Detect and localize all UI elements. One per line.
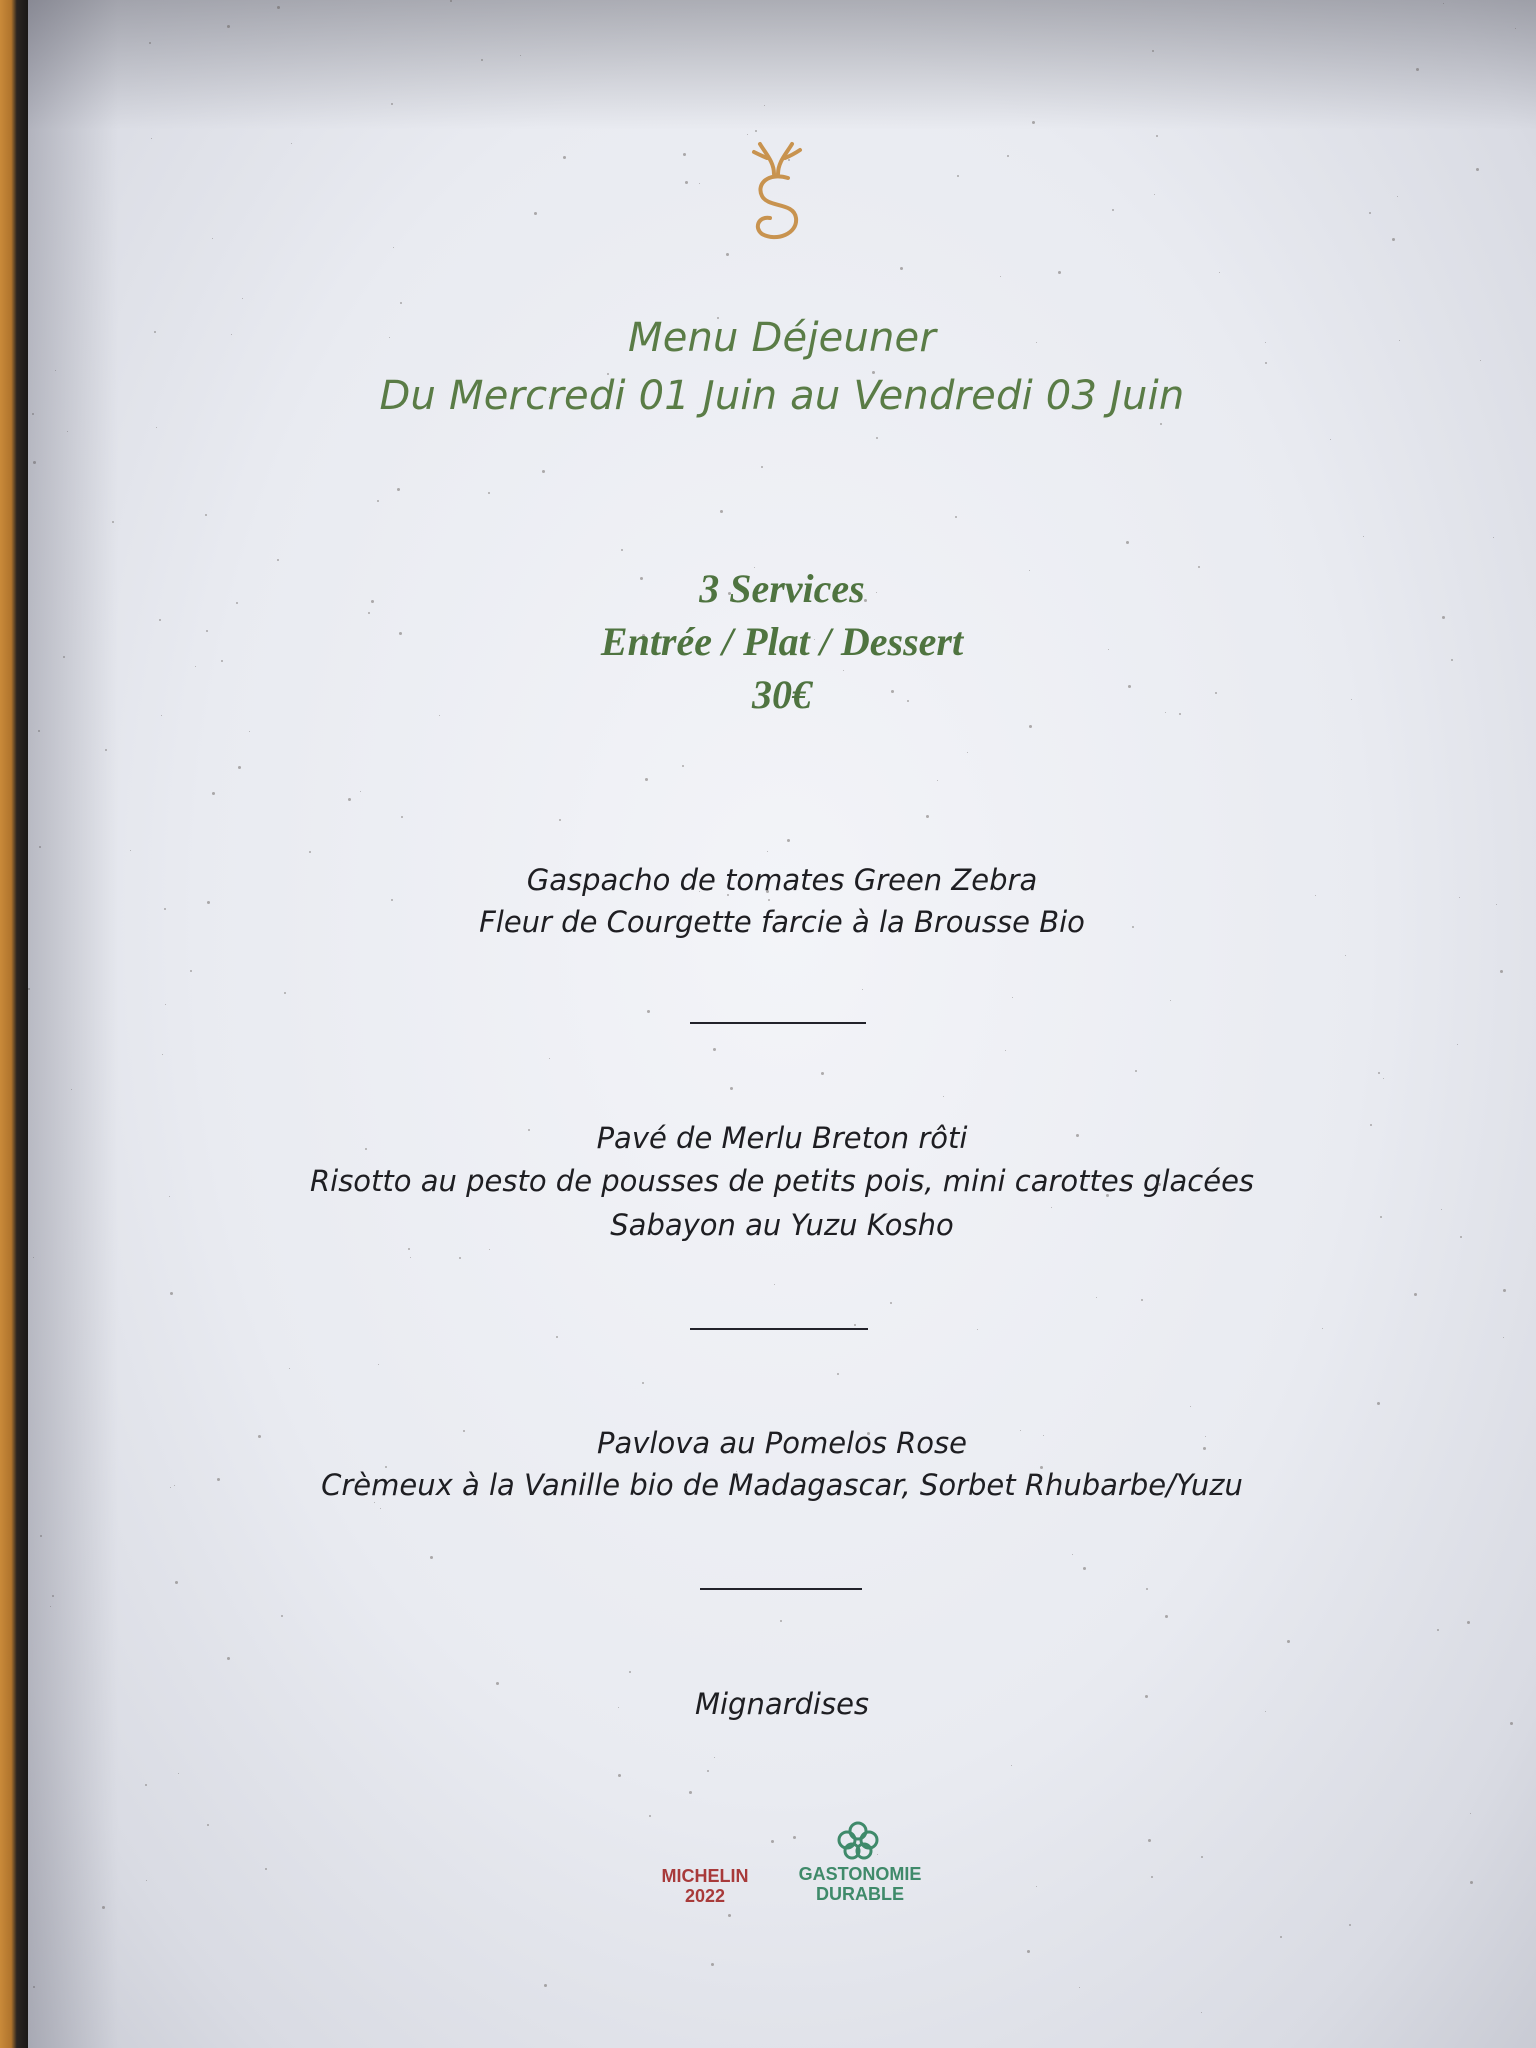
paper-speck [52,1595,54,1597]
paper-speck [227,1657,230,1660]
paper-speck [955,516,957,518]
paper-speck [281,1615,283,1617]
paper-speck [162,1054,163,1055]
entree-line-1: Gaspacho de tomates Green Zebra [526,863,1038,897]
paper-speck [1005,1050,1006,1051]
paper-speck [629,1671,631,1673]
paper-speck [309,851,311,853]
paper-speck [112,521,114,523]
paper-speck [682,765,684,767]
paper-speck [1072,1554,1073,1555]
paper-speck [862,989,863,990]
dessert-line-1: Pavlova au Pomelos Rose [596,1426,968,1460]
paper-speck [549,1058,550,1059]
paper-speck [711,1963,714,1966]
paper-speck [1154,194,1155,195]
paper-speck [1152,50,1154,52]
paper-speck [1467,1621,1470,1624]
paper-speck [764,105,765,106]
paper-speck [1397,196,1398,197]
paper-speck [1369,212,1371,214]
paper-speck [1280,1936,1282,1938]
paper-speck [378,1364,379,1365]
paper-speck [647,1010,650,1013]
paper-speck [33,1986,35,1988]
paper-speck [178,1773,179,1774]
paper-speck [408,1248,410,1250]
paper-speck [1011,1765,1012,1766]
paper-speck [890,1302,892,1304]
paper-speck [1219,272,1220,273]
paper-speck [1079,1987,1080,1988]
paper-speck [645,778,648,781]
paper-speck [780,1620,782,1622]
paper-speck [556,1336,558,1338]
paper-speck [102,1906,105,1909]
paper-speck [227,25,230,28]
paper-speck [289,1368,290,1369]
gastronomie-durable-badge [778,1864,942,1904]
paper-speck [1146,1588,1148,1590]
paper-speck [713,1048,716,1051]
paper-speck [621,549,623,551]
paper-speck [1443,3,1444,4]
paper-speck [1096,1297,1097,1298]
paper-speck [1112,209,1114,211]
paper-speck [175,1581,178,1584]
divider-3 [700,1588,862,1590]
paper-speck [151,138,152,139]
paper-speck [977,1329,978,1330]
paper-speck [720,510,723,513]
michelin-badge [630,1866,780,1906]
plat-line-1: Pavé de Merlu Breton rôti [596,1121,968,1155]
offer-services: 3 Services [699,566,865,611]
paper-speck [450,0,452,2]
paper-speck [39,846,41,848]
paper-speck [488,492,490,494]
paper-speck [212,792,215,795]
paper-speck [937,780,938,781]
mignardises: Mignardises [694,1687,870,1721]
paper-speck [563,156,566,159]
paper-speck [544,1984,547,1987]
paper-speck [1437,1629,1439,1631]
paper-speck [728,1914,731,1917]
paper-speck [618,1774,621,1777]
paper-speck [291,143,292,144]
offer-price: 30€ [752,672,812,717]
paper-speck [71,1089,72,1090]
paper-speck [149,42,151,44]
paper-speck [277,6,280,9]
paper-speck [1345,955,1346,956]
paper-speck [747,134,748,135]
paper-speck [156,427,157,428]
menu-title: Menu Déjeuner [627,315,937,361]
paper-speck [761,466,763,468]
paper-speck [926,815,929,818]
divider-1 [690,1022,866,1024]
paper-speck [787,839,790,842]
paper-speck [714,1757,715,1758]
entree-line-2: Fleur de Courgette farcie à la Brousse Bio [479,905,1085,939]
paper-speck [1414,1293,1417,1296]
paper-speck [683,153,686,156]
paper-speck [1330,439,1331,440]
paper-speck [67,431,68,432]
paper-speck [393,247,394,248]
paper-speck [284,992,286,994]
paper-speck [1007,155,1009,157]
paper-speck [1503,1289,1506,1292]
paper-speck [1377,1402,1380,1405]
paper-speck [755,130,757,132]
paper-speck [50,1606,51,1607]
paper-speck [1322,1328,1323,1329]
badges [0,1820,1536,1906]
paper-speck [1135,1070,1137,1072]
paper-speck [238,766,241,769]
paper-speck [520,55,521,56]
paper-speck [38,730,40,732]
paper-speck [1027,1950,1030,1953]
paper-speck [1503,1337,1504,1338]
michelin-label: MICHELIN [661,1866,749,1886]
paper-speck [685,181,688,184]
paper-speck [33,461,36,464]
paper-speck [876,437,878,439]
paper-speck [430,1556,433,1559]
paper-speck [190,970,192,972]
frame-edge [0,0,28,2048]
paper-speck [1515,28,1516,29]
paper-speck [1287,1640,1290,1643]
paper-speck [170,1292,173,1295]
stag-antler-s-logo-icon [748,138,806,250]
paper-speck [401,816,403,818]
paper-speck [105,749,107,751]
paper-speck [489,1249,490,1250]
paper-speck [900,267,903,270]
paper-speck [377,500,379,502]
paper-speck [1457,1044,1458,1045]
paper-speck [1500,970,1503,973]
gastro-label-1: GASTONOMIE [798,1864,922,1884]
paper-speck [1349,1924,1351,1926]
paper-speck [1378,1072,1380,1074]
paper-speck [380,1508,381,1509]
paper-speck [1476,168,1479,171]
michelin-year: 2022 [684,1886,726,1906]
paper-speck [1470,1813,1471,1814]
paper-speck [854,1324,856,1326]
paper-speck [1416,68,1419,71]
paper-speck [1201,2012,1202,2013]
paper-speck [360,791,361,792]
paper-speck [1493,537,1494,538]
paper-speck [205,514,207,516]
divider-2 [690,1328,868,1330]
plat-line-2: Risotto au pesto de pousses de petits pois, mini carottes glacées [309,1164,1255,1198]
paper-speck [699,183,700,184]
paper-speck [1083,1567,1086,1570]
paper-speck [33,1257,34,1258]
paper-speck [534,212,537,215]
paper-speck [391,103,393,105]
menu-dates: Du Mercredi 01 Juin au Vendredi 03 Juin [379,373,1185,419]
paper-speck [348,798,351,801]
paper-speck [1392,238,1395,241]
plat-line-3: Sabayon au Yuzu Kosho [610,1208,954,1242]
paper-speck [689,1791,692,1794]
paper-speck [40,1535,42,1537]
paper-speck [28,988,30,990]
paper-speck [145,1784,147,1786]
paper-speck [1190,1406,1191,1407]
paper-speck [726,253,729,256]
paper-speck [707,1770,709,1772]
paper-speck [1156,135,1158,137]
paper-speck [1141,1299,1143,1301]
paper-speck [821,1072,824,1075]
paper-speck [730,1087,733,1090]
paper-speck [459,1257,461,1259]
paper-speck [481,59,483,61]
paper-speck [277,559,279,561]
paper-speck [943,1096,944,1097]
offer-courses: Entrée / Plat / Dessert [600,619,964,664]
paper-speck [249,731,250,732]
paper-speck [1383,1078,1384,1079]
paper-speck [1170,1000,1171,1001]
paper-speck [130,850,131,851]
dessert-line-2: Crèmeux à la Vanille bio de Madagascar, Sorbet Rhubarbe/Yuzu [321,1468,1243,1502]
paper-speck [542,470,545,473]
paper-speck [410,1257,411,1258]
paper-speck [1029,725,1032,728]
paper-speck [1363,536,1364,537]
paper-speck [212,238,213,239]
paper-speck [400,302,402,304]
paper-speck [1000,276,1001,277]
paper-speck [642,1382,644,1384]
paper-speck [1032,121,1035,124]
paper-speck [967,752,968,753]
paper-speck [774,1284,775,1285]
paper-speck [1058,271,1061,274]
paper-speck [1165,1615,1168,1618]
paper-speck [397,488,400,491]
paper-speck [649,1815,651,1817]
menu-paper [28,0,1536,2048]
paper-speck [767,851,768,852]
paper-speck [957,175,959,177]
paper-speck [242,298,243,299]
paper-speck [1012,997,1013,998]
paper-speck [837,1373,839,1375]
clover-icon [836,1820,880,1862]
paper-speck [165,1004,166,1005]
paper-speck [1126,541,1129,544]
paper-speck [559,819,561,821]
gastro-label-2: DURABLE [816,1884,904,1904]
